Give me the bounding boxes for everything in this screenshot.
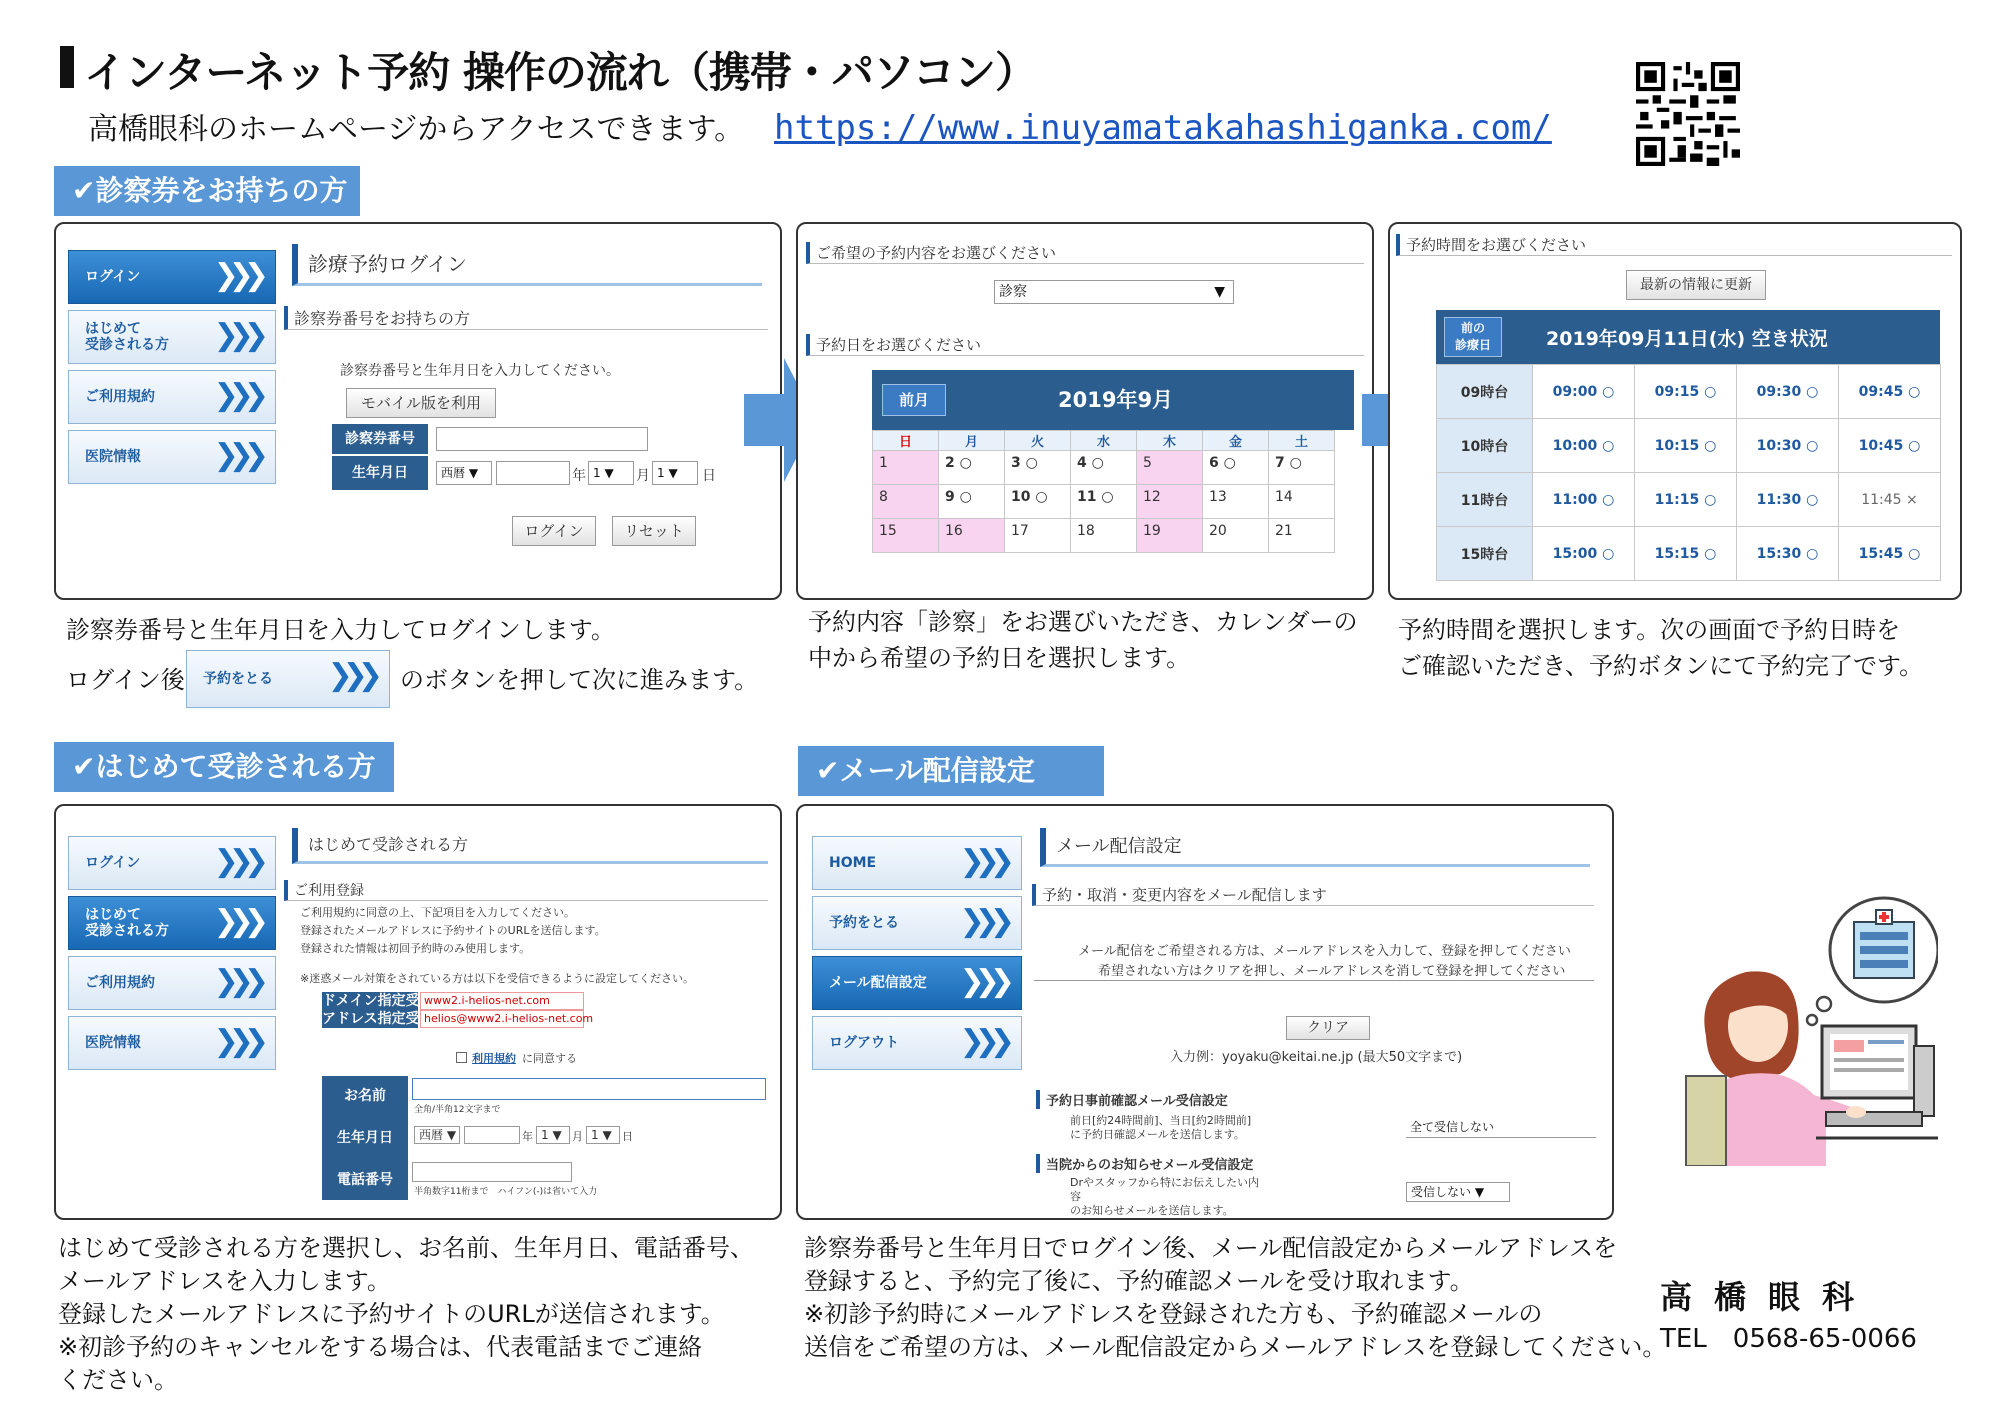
nav-label: 医院情報 [85, 448, 141, 465]
nav-label: 予約をとる [829, 914, 899, 931]
time-slot[interactable]: 10:30 ○ [1737, 419, 1839, 473]
request-type-value: 診察 [999, 284, 1027, 300]
registration-subtitle: ご利用登録 [284, 880, 768, 901]
calendar-day: 8 [873, 485, 939, 519]
chevron-right-icon: ❯❯❯ [213, 378, 259, 413]
time-slot[interactable]: 15:30 ○ [1737, 527, 1839, 581]
reminder-note: 前日[約24時間前]、当日[約2時間前] [1070, 1114, 1252, 1127]
notice-note: 容 [1070, 1190, 1081, 1203]
time-slot[interactable]: 15:15 ○ [1635, 527, 1737, 581]
nav-mail-settings-button[interactable] [812, 956, 1022, 1010]
domain-value: www2.i-helios-net.com [420, 992, 584, 1010]
registration-title: はじめて受診される方 [292, 828, 768, 864]
calendar-day: 13 [1203, 485, 1269, 519]
nav-terms-button[interactable] [68, 956, 276, 1010]
mail-example: 入力例：yoyaku@keitai.ne.jp (最大50文字まで) [1170, 1050, 1463, 1065]
registration-note: 登録されたメールアドレスに予約サイトのURLを送信します。 [300, 924, 606, 937]
page-subtitle: 高橋眼科のホームページからアクセスできます。 [88, 112, 745, 147]
calendar-header [872, 370, 1354, 430]
page-title: インターネット予約 操作の流れ（携帯・パソコン） [84, 48, 1037, 97]
mobile-version-button[interactable]: モバイル版を利用 [346, 388, 496, 418]
time-slot[interactable]: 10:45 ○ [1839, 419, 1941, 473]
registration-note: ※迷惑メール対策をされている方は以下を受信できるように設定してください。 [300, 972, 694, 985]
era-select[interactable]: 西暦 ▼ [436, 461, 492, 485]
chevron-right-icon: ❯❯❯ [959, 964, 1005, 999]
birth-day-select[interactable]: 1 ▼ [586, 1126, 620, 1144]
chevron-right-icon: ❯❯❯ [327, 658, 373, 693]
section-banner-mail-settings: ✔メール配信設定 [798, 746, 1104, 796]
notice-heading: 当院からのお知らせメール受信設定 [1036, 1154, 1253, 1173]
nav-clinic-info-button[interactable] [68, 1016, 276, 1070]
day-suffix: 日 [702, 468, 716, 484]
calendar-day: 12 [1137, 485, 1203, 519]
domain-label: ドメイン指定受信 [322, 993, 434, 1009]
chevron-right-icon: ❯❯❯ [959, 844, 1005, 879]
login-screenshot-panel [54, 222, 782, 600]
mail-settings-note: メール配信をご希望される方は、メールアドレスを入力して、登録を押してください [1078, 944, 1571, 959]
time-slot[interactable]: 10:15 ○ [1635, 419, 1737, 473]
birth-month-select[interactable]: 1 ▼ [536, 1126, 570, 1144]
mail-settings-subtitle: 予約・取消・変更内容をメール配信します [1032, 884, 1594, 906]
notice-note: Drやスタッフから特にお伝えしたい内 [1070, 1176, 1259, 1189]
prev-month-button[interactable]: 前月 [882, 384, 946, 416]
agree-checkbox[interactable] [456, 1052, 467, 1063]
registration-description: 登録したメールアドレスに予約サイトのURLが送信されます。 [58, 1300, 725, 1328]
weekday-fri: 金 [1203, 431, 1269, 451]
calendar-day: 18 [1071, 519, 1137, 553]
name-hint: 全角/半角12文字まで [414, 1105, 501, 1115]
title-marker [60, 46, 74, 88]
time-slot[interactable]: 09:30 ○ [1737, 365, 1839, 419]
woman-at-computer-illustration [1676, 876, 1938, 1166]
registration-note: 登録された情報は初回予約時のみ使用します。 [300, 942, 531, 955]
reminder-heading: 予約日事前確認メール受信設定 [1036, 1090, 1228, 1109]
login-reset-button[interactable]: リセット [612, 516, 696, 546]
weekday-tue: 火 [1005, 431, 1071, 451]
calendar-day: 17 [1005, 519, 1071, 553]
nav-clinic-info-button[interactable] [68, 430, 276, 484]
time-description-line1: 予約時間を選択します。次の画面で予約日時を [1398, 616, 1901, 644]
registration-description: ください。 [58, 1366, 178, 1394]
phone-hint: 半角数字11桁まで ハイフン(-)は省いて入力 [414, 1187, 598, 1197]
calendar-day-available[interactable]: 3 ○ [1005, 451, 1071, 485]
time-description-line2: ご確認いただき、予約ボタンにて予約完了です。 [1398, 652, 1924, 680]
mail-description: 診察券番号と生年月日でログイン後、メール配信設定からメールアドレスを [804, 1234, 1618, 1262]
time-slot[interactable]: 11:30 ○ [1737, 473, 1839, 527]
hour-label: 09時台 [1437, 365, 1533, 419]
registration-description: メールアドレスを入力します。 [58, 1267, 391, 1295]
chevron-right-icon: ❯❯❯ [959, 1024, 1005, 1059]
time-select-screenshot-panel [1388, 222, 1962, 600]
availability-header [1436, 310, 1940, 364]
refresh-button[interactable]: 最新の情報に更新 [1626, 270, 1766, 300]
calendar-day-available[interactable]: 11 ○ [1071, 485, 1137, 519]
name-label: お名前 [322, 1076, 408, 1116]
nav-login-button[interactable] [68, 836, 276, 890]
card-number-input[interactable] [436, 427, 648, 451]
mail-settings-note: 希望されない方はクリアを押し、メールアドレスを消して登録を押してください [1098, 964, 1566, 979]
login-submit-button[interactable]: ログイン [512, 516, 596, 546]
birth-year-input[interactable] [464, 1126, 520, 1144]
login-description: 診察券番号と生年月日を入力してログインします。 [66, 616, 615, 644]
card-number-label: 診察券番号 [332, 424, 428, 454]
mail-description: ※初診予約時にメールアドレスを登録された方も、予約確認メールの [804, 1300, 1543, 1328]
time-slot[interactable]: 11:15 ○ [1635, 473, 1737, 527]
phone-input[interactable] [412, 1162, 572, 1182]
chevron-right-icon: ❯❯❯ [213, 844, 259, 879]
calendar-day: 1 [873, 451, 939, 485]
registration-note: ご利用規約に同意の上、下記項目を入力してください。 [300, 906, 575, 919]
mail-settings-screenshot-panel [796, 804, 1614, 1220]
day-suffix: 日 [622, 1130, 633, 1143]
section-banner-card-holders: ✔診察券をお持ちの方 [54, 166, 360, 216]
time-slot[interactable]: 15:00 ○ [1533, 527, 1635, 581]
calendar-grid [872, 430, 1335, 553]
chevron-right-icon: ❯❯❯ [213, 438, 259, 473]
nav-label: ログアウト [829, 1034, 899, 1051]
nav-terms-button[interactable] [68, 370, 276, 424]
calendar-day: 19 [1137, 519, 1203, 553]
month-suffix: 月 [572, 1130, 583, 1143]
date-select-screenshot-panel [796, 222, 1374, 600]
chevron-down-icon: ▼ [1214, 284, 1225, 300]
weekday-wed: 水 [1071, 431, 1137, 451]
registration-description: はじめて受診される方を選択し、お名前、生年月日、電話番号、 [58, 1234, 754, 1262]
registration-screenshot-panel [54, 804, 782, 1220]
time-slot[interactable]: 15:45 ○ [1839, 527, 1941, 581]
availability-title: 2019年09月11日(水) 空き状況 [1546, 328, 1828, 350]
calendar-day: 21 [1269, 519, 1335, 553]
homepage-link[interactable]: https://www.inuyamatakahashiganka.com/ [774, 108, 1552, 148]
agree-text: に同意する [522, 1052, 577, 1065]
address-label: アドレス指定受信 [322, 1011, 434, 1027]
time-heading: 予約時間をお選びください [1396, 234, 1952, 256]
birth-day-select[interactable]: 1 ▼ [652, 461, 698, 485]
mail-address-input[interactable] [1034, 980, 1594, 986]
calendar-day-available[interactable]: 6 ○ [1203, 451, 1269, 485]
notice-note: のお知らせメールを送信します。 [1070, 1204, 1234, 1217]
nav-login-button[interactable] [68, 250, 276, 304]
reminder-note: に予約日確認メールを送信します。 [1070, 1128, 1245, 1141]
time-slot[interactable]: 09:15 ○ [1635, 365, 1737, 419]
nav-first-visit-button[interactable] [68, 896, 276, 950]
calendar-day-available[interactable]: 10 ○ [1005, 485, 1071, 519]
nav-label: メール配信設定 [829, 974, 927, 991]
weekday-sun: 日 [873, 431, 939, 451]
hour-label: 15時台 [1437, 527, 1533, 581]
calendar-day: 14 [1269, 485, 1335, 519]
reserve-button-example [186, 650, 390, 708]
prev-day-button[interactable]: 前の 診療日 [1444, 317, 1502, 357]
notice-select[interactable]: 受信しない ▼ [1406, 1182, 1510, 1202]
time-slot[interactable]: 10:00 ○ [1533, 419, 1635, 473]
login-subtitle: 診察券番号をお持ちの方 [284, 306, 768, 330]
qr-code-icon [1636, 62, 1740, 166]
calendar-day: 15 [873, 519, 939, 553]
select-description-line1: 予約内容「診察」をお選びいただき、カレンダーの [808, 608, 1358, 636]
nav-reserve-button[interactable] [812, 896, 1022, 950]
birthdate-label: 生年月日 [332, 456, 428, 490]
phone-label: 電話番号 [322, 1160, 408, 1200]
select-description-line2: 中から希望の予約日を選択します。 [808, 644, 1191, 672]
registration-description: ※初診予約のキャンセルをする場合は、代表電話までご連絡 [58, 1333, 703, 1361]
birth-year-input[interactable] [496, 461, 570, 485]
nav-home-button[interactable] [812, 836, 1022, 890]
nav-label: ご利用規約 [85, 974, 155, 991]
nav-first-visit-button[interactable] [68, 310, 276, 364]
era-select[interactable]: 西暦 ▼ [414, 1126, 460, 1144]
birth-month-select[interactable]: 1 ▼ [588, 461, 634, 485]
month-suffix: 月 [636, 468, 650, 484]
mail-description: 登録すると、予約完了後に、予約確認メールを受け取れます。 [804, 1267, 1474, 1295]
chevron-right-icon: ❯❯❯ [213, 964, 259, 999]
login-description-before: ログイン後 [66, 666, 185, 694]
time-slot[interactable]: 09:00 ○ [1533, 365, 1635, 419]
calendar-month-title: 2019年9月 [1058, 388, 1174, 412]
weekday-thu: 木 [1137, 431, 1203, 451]
hour-label: 10時台 [1437, 419, 1533, 473]
section-banner-first-visit: ✔はじめて受診される方 [54, 742, 394, 792]
year-suffix: 年 [522, 1130, 533, 1143]
request-heading: ご希望の予約内容をお選びください [806, 242, 1364, 264]
nav-label: ご利用規約 [85, 388, 155, 405]
nav-label: HOME [829, 854, 877, 871]
time-slot[interactable]: 09:45 ○ [1839, 365, 1941, 419]
nav-label: はじめて 受診される方 [85, 320, 169, 353]
nav-logout-button[interactable] [812, 1016, 1022, 1070]
weekday-sat: 土 [1269, 431, 1335, 451]
chevron-right-icon: ❯❯❯ [213, 1024, 259, 1059]
nav-label: 医院情報 [85, 1034, 141, 1051]
time-slot-full: 11:45 × [1839, 473, 1941, 527]
time-slot[interactable]: 11:00 ○ [1533, 473, 1635, 527]
reserve-button-label: 予約をとる [203, 670, 273, 687]
calendar-day-available[interactable]: 2 ○ [939, 451, 1005, 485]
year-suffix: 年 [572, 468, 586, 484]
weekday-mon: 月 [939, 431, 1005, 451]
hour-label: 11時台 [1437, 473, 1533, 527]
nav-label: ログイン [85, 854, 141, 871]
login-title: 診療予約ログイン [292, 244, 762, 286]
login-instruction: 診察券番号と生年月日を入力してください。 [340, 363, 620, 379]
calendar-day: 20 [1203, 519, 1269, 553]
nav-label: はじめて 受診される方 [85, 906, 169, 939]
chevron-right-icon: ❯❯❯ [213, 258, 259, 293]
mail-settings-title: メール配信設定 [1040, 828, 1590, 867]
terms-link[interactable]: 利用規約 [472, 1052, 516, 1065]
reminder-select[interactable]: 全て受信しない [1406, 1118, 1596, 1138]
calendar-day-available[interactable]: 7 ○ [1269, 451, 1335, 485]
time-slot-grid [1436, 364, 1941, 581]
clear-button[interactable]: クリア [1286, 1016, 1370, 1040]
calendar-day-available[interactable]: 9 ○ [939, 485, 1005, 519]
date-heading: 予約日をお選びください [806, 334, 1364, 356]
clinic-phone: TEL 0568-65-0066 [1660, 1324, 1917, 1354]
calendar-day-available[interactable]: 4 ○ [1071, 451, 1137, 485]
calendar-day: 16 [939, 519, 1005, 553]
chevron-right-icon: ❯❯❯ [213, 318, 259, 353]
chevron-right-icon: ❯❯❯ [213, 904, 259, 939]
chevron-right-icon: ❯❯❯ [959, 904, 1005, 939]
clinic-name: 高橋眼科 [1660, 1278, 1877, 1316]
name-input[interactable] [412, 1078, 766, 1100]
login-description-after: のボタンを押して次に進みます。 [400, 666, 759, 694]
birthdate-label: 生年月日 [322, 1116, 408, 1160]
address-value: helios@www2.i-helios-net.com [420, 1010, 584, 1028]
request-type-select[interactable] [994, 280, 1234, 304]
nav-label: ログイン [85, 268, 141, 285]
mail-description: 送信をご希望の方は、メール配信設定からメールアドレスを登録してください。 [804, 1333, 1667, 1361]
calendar-day: 5 [1137, 451, 1203, 485]
